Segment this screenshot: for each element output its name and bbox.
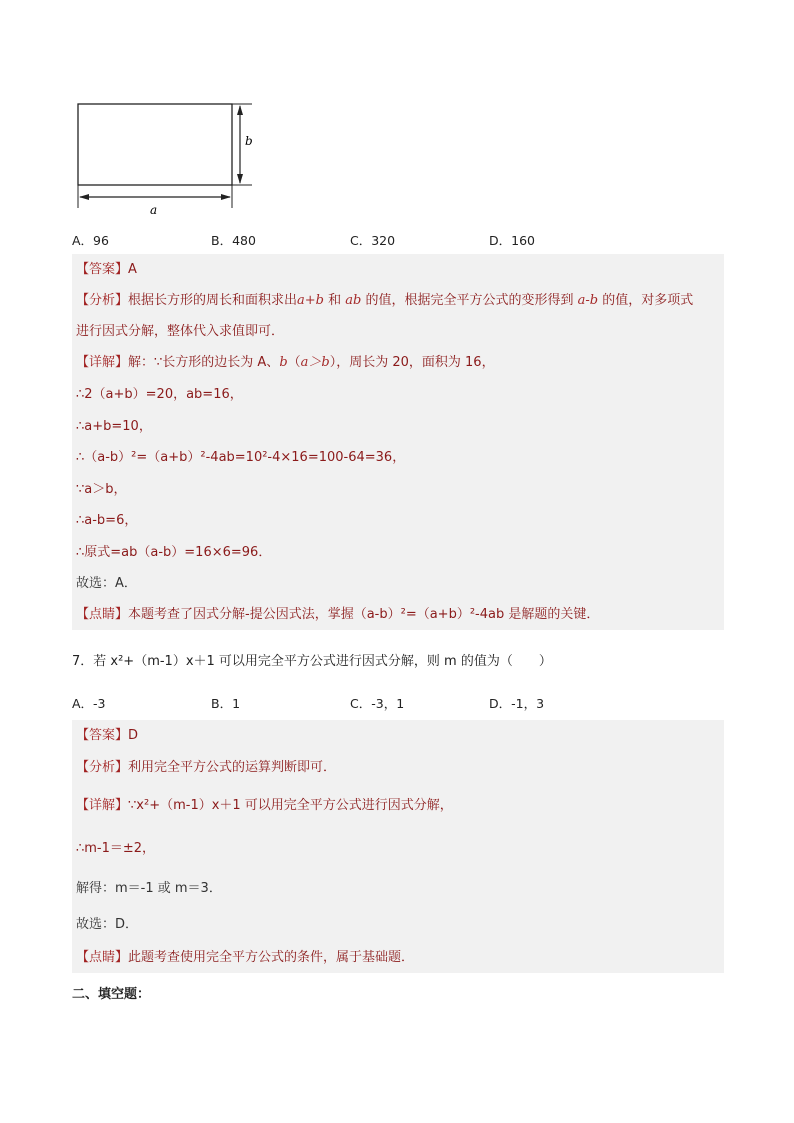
q6-step-3: ∴（a-b）²=（a+b）²-4ab=10²-4×16=100-64=36， bbox=[76, 450, 406, 465]
q6-detail bbox=[72, 347, 724, 379]
q7-choice-d: D．-1，3 bbox=[489, 696, 545, 711]
analysis-text: 根据长方形的周长和面积求出 bbox=[128, 293, 298, 308]
label-a: a bbox=[150, 203, 158, 217]
q7-detail bbox=[72, 784, 724, 828]
detail-text: （ bbox=[287, 355, 301, 370]
answer-tag: 【答案】 bbox=[76, 262, 129, 277]
q6-analysis-line2: 进行因式分解，整体代入求值即可． bbox=[76, 324, 285, 339]
q7-choice-c: C．-3，1 bbox=[350, 696, 405, 711]
q6-solution bbox=[72, 254, 724, 630]
q6-step-2: ∴a+b=10， bbox=[76, 419, 152, 434]
detail-text: 解：∵长方形的边长为 A、 bbox=[128, 355, 280, 370]
q6-step-5: ∴a-b=6， bbox=[76, 513, 138, 528]
q6-step-1: ∴2（a+b）=20，ab=16， bbox=[76, 387, 243, 402]
q6-answer bbox=[72, 254, 724, 285]
comment-text: 本题考查了因式分解-提公因式法，掌握（a-b）²=（a+b）²-4ab 是解题的关键． bbox=[128, 607, 600, 622]
q6-comment bbox=[72, 600, 724, 630]
q6-choices bbox=[72, 231, 628, 249]
detail-tag: 【详解】 bbox=[76, 798, 129, 813]
q6-select: 故选：A． bbox=[76, 576, 137, 591]
analysis-var: a+b bbox=[297, 293, 324, 308]
q7-select: 故选：D． bbox=[76, 917, 139, 932]
label-b: b bbox=[245, 134, 253, 148]
q7-choices bbox=[72, 694, 628, 712]
detail-var: b bbox=[279, 355, 288, 370]
detail-var: a＞b bbox=[300, 355, 330, 370]
q7-answer bbox=[72, 720, 724, 752]
analysis-tag: 【分析】 bbox=[76, 760, 129, 775]
detail-text: ），周长为 20，面积为 16， bbox=[329, 355, 495, 370]
analysis-var: a-b bbox=[577, 293, 599, 308]
q7-solution bbox=[72, 720, 724, 973]
q6-choice-a: A．96 bbox=[72, 233, 109, 248]
detail-text: ∵x²+（m-1）x＋1 可以用完全平方公式进行因式分解， bbox=[128, 798, 453, 813]
q7-step-1: ∴m-1＝±2， bbox=[76, 841, 156, 856]
q7-comment bbox=[72, 942, 724, 973]
q7-analysis bbox=[72, 752, 724, 784]
q6-analysis bbox=[72, 285, 724, 316]
q6-step-6: ∴原式=ab（a-b）=16×6=96． bbox=[76, 545, 272, 560]
analysis-text: 和 bbox=[324, 293, 346, 308]
answer-value: A bbox=[128, 262, 137, 277]
detail-tag: 【详解】 bbox=[76, 355, 129, 370]
analysis-text: 利用完全平方公式的运算判断即可． bbox=[128, 760, 337, 775]
comment-tag: 【点睛】 bbox=[76, 607, 129, 622]
q7-question: 7．若 x²+（m-1）x＋1 可以用完全平方公式进行因式分解，则 m 的值为（ ） bbox=[72, 654, 552, 669]
rectangle-figure bbox=[72, 100, 262, 220]
answer-value: D bbox=[128, 728, 139, 743]
q6-choice-d: D．160 bbox=[489, 233, 535, 248]
answer-tag: 【答案】 bbox=[76, 728, 129, 743]
analysis-text: 的值，根据完全平方公式的变形得到 bbox=[361, 293, 578, 308]
q7-choice-a: A．-3 bbox=[72, 696, 106, 711]
analysis-var: ab bbox=[345, 293, 362, 308]
comment-text: 此题考查使用完全平方公式的条件，属于基础题． bbox=[128, 950, 415, 965]
q6-step-4: ∵a＞b， bbox=[76, 482, 127, 497]
q7-step-2: 解得：m＝-1 或 m＝3． bbox=[76, 881, 222, 896]
analysis-tag: 【分析】 bbox=[76, 293, 129, 308]
section-heading: 二、填空题： bbox=[72, 987, 151, 1002]
analysis-text: 的值，对多项式 bbox=[598, 293, 694, 308]
q6-choice-c: C．320 bbox=[350, 233, 396, 248]
q7-choice-b: B．1 bbox=[211, 696, 241, 711]
comment-tag: 【点睛】 bbox=[76, 950, 129, 965]
q6-choice-b: B．480 bbox=[211, 233, 256, 248]
